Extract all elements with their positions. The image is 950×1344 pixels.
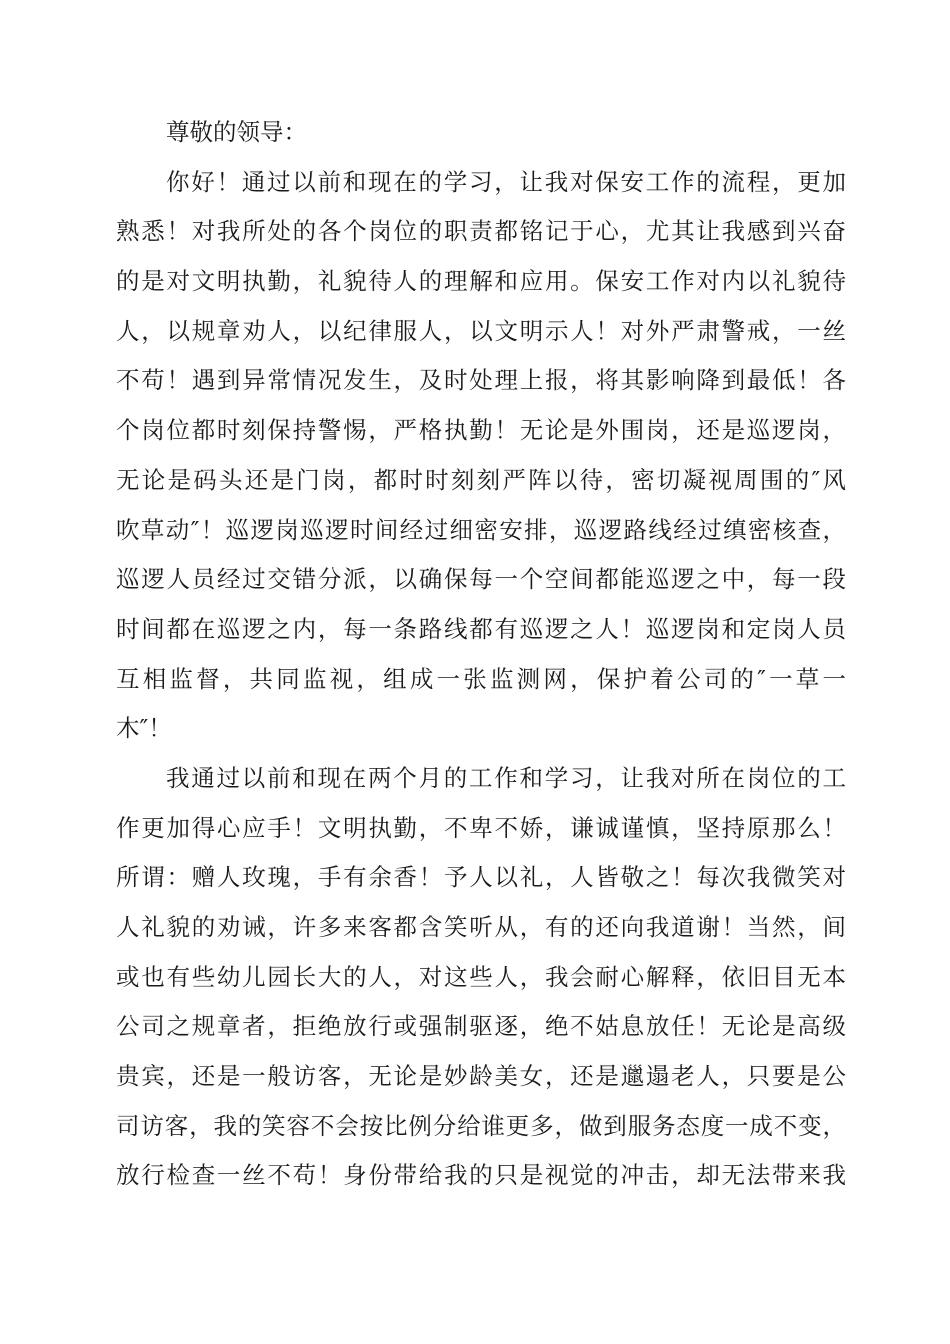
text-line: 贵宾，还是一般访客，无论是妙龄美女，还是邋遢老人，只要是公 bbox=[116, 1062, 846, 1091]
text-line: 吹草动″！巡逻岗巡逻时间经过细密安排，巡逻路线经过缜密核查， bbox=[116, 515, 846, 544]
text-line: 不苟！遇到异常情况发生，及时处理上报，将其影响降到最低！各 bbox=[116, 366, 846, 395]
text-line: 作更加得心应手！文明执勤，不卑不娇，谦诚谨慎，坚持原那么！ bbox=[116, 813, 846, 842]
text-line: 个岗位都时刻保持警惕，严格执勤！无论是外围岗，还是巡逻岗， bbox=[116, 416, 846, 445]
text-line: 或也有些幼儿园长大的人，对这些人，我会耐心解释，依旧目无本 bbox=[116, 962, 846, 991]
paragraph-1 bbox=[116, 158, 846, 754]
text-line: 你好！通过以前和现在的学习，让我对保安工作的流程，更加 bbox=[166, 167, 846, 196]
text-line: 无论是码头还是门岗，都时时刻刻严阵以待，密切凝视周围的″风 bbox=[116, 465, 846, 494]
text-line: 司访客，我的笑容不会按比例分给谁更多，做到服务态度一成不变， bbox=[116, 1111, 846, 1140]
text-line: 互相监督，共同监视，组成一张监测网，保护着公司的″一草一 bbox=[116, 664, 846, 693]
text-line: 放行检查一丝不苟！身份带给我的只是视觉的冲击，却无法带来我 bbox=[116, 1161, 846, 1190]
text-line: 时间都在巡逻之内，每一条路线都有巡逻之人！巡逻岗和定岗人员 bbox=[116, 614, 846, 643]
text-line: 所谓：赠人玫瑰，手有余香！予人以礼，人皆敬之！每次我微笑对 bbox=[116, 863, 846, 892]
salutation: 尊敬的领导： bbox=[166, 118, 307, 146]
text-line: 人，以规章劝人，以纪律服人，以文明示人！对外严肃警戒，一丝 bbox=[116, 316, 846, 345]
text-line: 的是对文明执勤，礼貌待人的理解和应用。保安工作对内以礼貌待 bbox=[116, 267, 846, 296]
text-line: 熟悉！对我所处的各个岗位的职责都铭记于心，尤其让我感到兴奋 bbox=[116, 217, 846, 246]
text-line: 我通过以前和现在两个月的工作和学习，让我对所在岗位的工 bbox=[166, 763, 846, 792]
text-line: 公司之规章者，拒绝放行或强制驱逐，绝不姑息放任！无论是高级 bbox=[116, 1012, 846, 1041]
text-line: 巡逻人员经过交错分派，以确保每一个空间都能巡逻之中，每一段 bbox=[116, 565, 846, 594]
letter-body bbox=[116, 108, 846, 1201]
text-line: 人礼貌的劝诫，许多来客都含笑听从，有的还向我道谢！当然，间 bbox=[116, 913, 846, 941]
paragraph-2 bbox=[116, 754, 846, 1201]
text-line: 木″！ bbox=[116, 714, 172, 743]
